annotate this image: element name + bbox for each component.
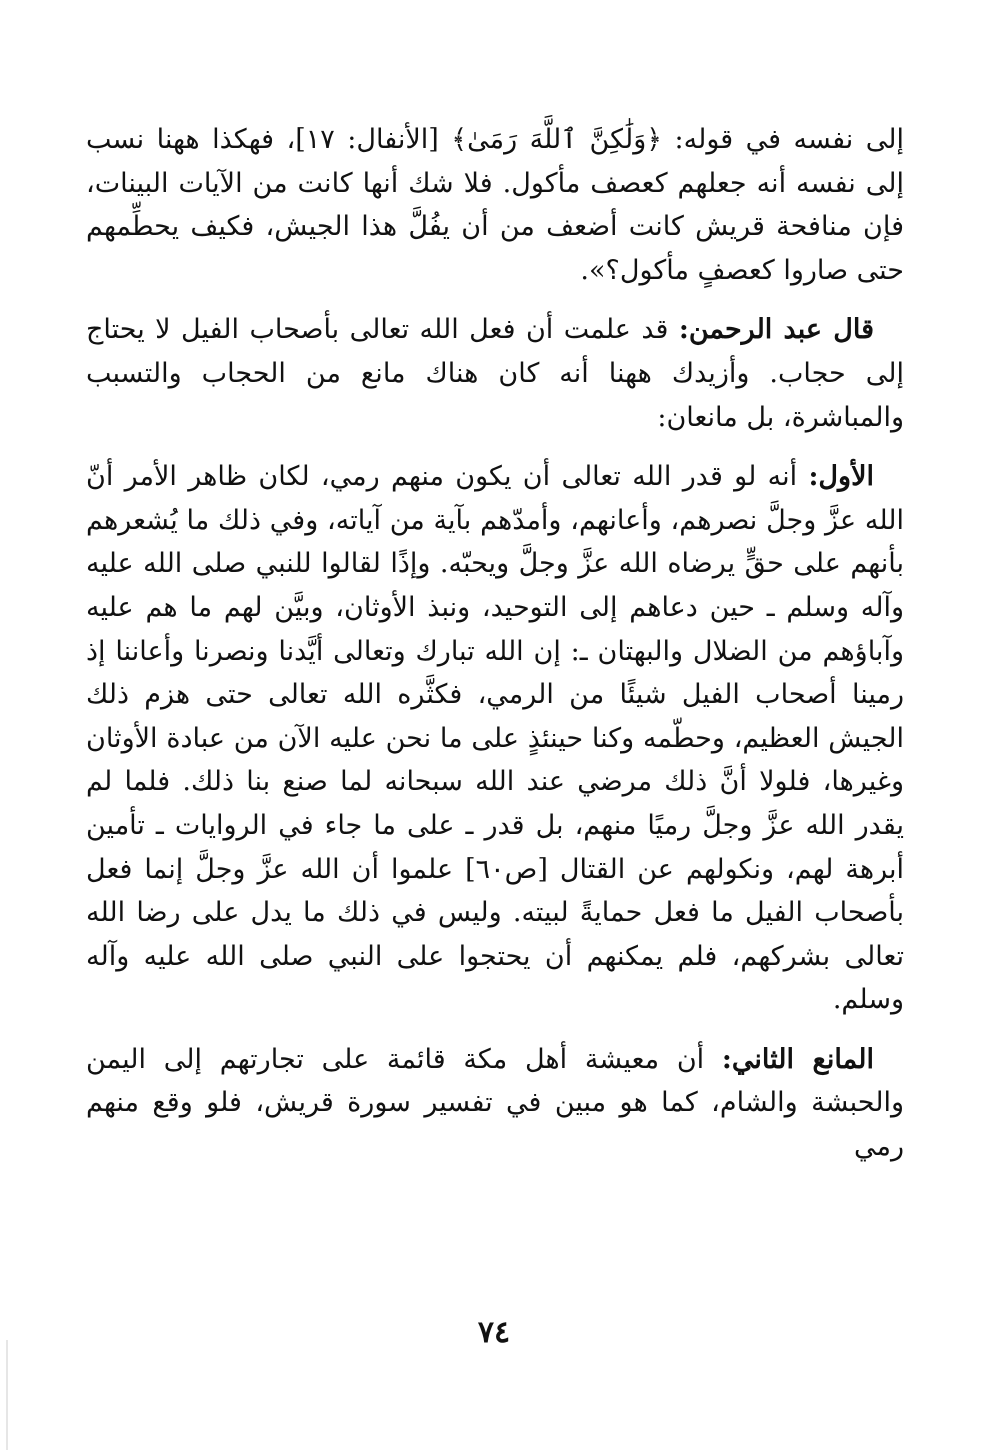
paragraph-3-lead: الأول: bbox=[808, 461, 874, 493]
paragraph-3-text: أنه لو قدر الله تعالى أن يكون منهم رمي، لكان ظاهر الأمر أنّ الله عزَّ وجلَّ نصرهم، وأعانهم، وأمدّهم بآية من آياته، وفي ذلك ما يُشعرهم بأنهم على حقٍّ يرضاه الله عزَّ وجلَّ ويحبّه. وإذًا لقالوا للنبي صلى الله عليه وآله وسلم ـ حين دعاهم إلى التوحيد، ونبذ الأوثان، وبيَّن لهم ما هم عليه وآباؤهم من الضلال والبهتان ـ: إن الله تبارك وتعالى أيَّدنا ونصرنا وأعاننا إذ رمينا أصحاب الفيل شيئًا من الرمي، فكثَّره الله تعالى حتى هزم ذلك الجيش العظيم، وحطّمه وكنا حينئذٍ على ما نحن عليه الآن من عبادة الأوثان وغيرها، فلولا أنَّ ذلك مرضي عند الله سبحانه لما صنع بنا ذلك. فلما لم يقدر الله عزَّ وجلَّ رميًا منهم، بل قدر ـ على ما جاء في الروايات ـ تأمين أبرهة لهم، ونكولهم عن القتال [ص٦٠] علموا أن الله عزَّ وجلَّ إنما فعل بأصحاب الفيل ما فعل حمايةً لبيته. وليس في ذلك ما يدل على رضا الله تعالى بشركهم، فلم يمكنهم أن يحتجوا على النبي صلى الله عليه وآله وسلم. bbox=[86, 461, 905, 1016]
paragraph-1 bbox=[86, 118, 904, 292]
paragraph-1-text: إلى نفسه في قوله: ﴿وَلَٰكِنَّ ٱللَّهَ رَمَىٰ﴾ [الأنفال: ١٧]، فهكذا ههنا نسب إلى نفسه أنه جعلهم كعصف مأكول. فلا شك أنها كانت من الآيات البينات، فإن منافحة قريش كانت أضعف من أن يفُلَّ هذا الجيش، فكيف يحطِّمهم حتى صاروا كعصفٍ مأكول؟». bbox=[86, 124, 904, 286]
page-number: ٧٤ bbox=[477, 1315, 511, 1350]
paragraph-2-lead: قال عبد الرحمن: bbox=[678, 314, 874, 346]
paragraph-2 bbox=[86, 308, 904, 439]
paragraph-2-text: قد علمت أن فعل الله تعالى بأصحاب الفيل لا يحتاج إلى حجاب. وأزيدك ههنا أنه كان هناك مانع من الحجاب والتسبب والمباشرة، بل مانعان: bbox=[86, 314, 904, 433]
scan-edge-line bbox=[6, 1340, 8, 1450]
paragraph-4-text: أن معيشة أهل مكة قائمة على تجارتهم إلى اليمن والحبشة والشام، كما هو مبين في تفسير سورة قريش، فلو وقع منهم رمي bbox=[86, 1043, 904, 1163]
body-text bbox=[86, 118, 904, 1185]
paragraph-3 bbox=[86, 455, 904, 1022]
paragraph-4 bbox=[86, 1038, 904, 1169]
paragraph-4-lead: المانع الثاني: bbox=[721, 1043, 874, 1075]
